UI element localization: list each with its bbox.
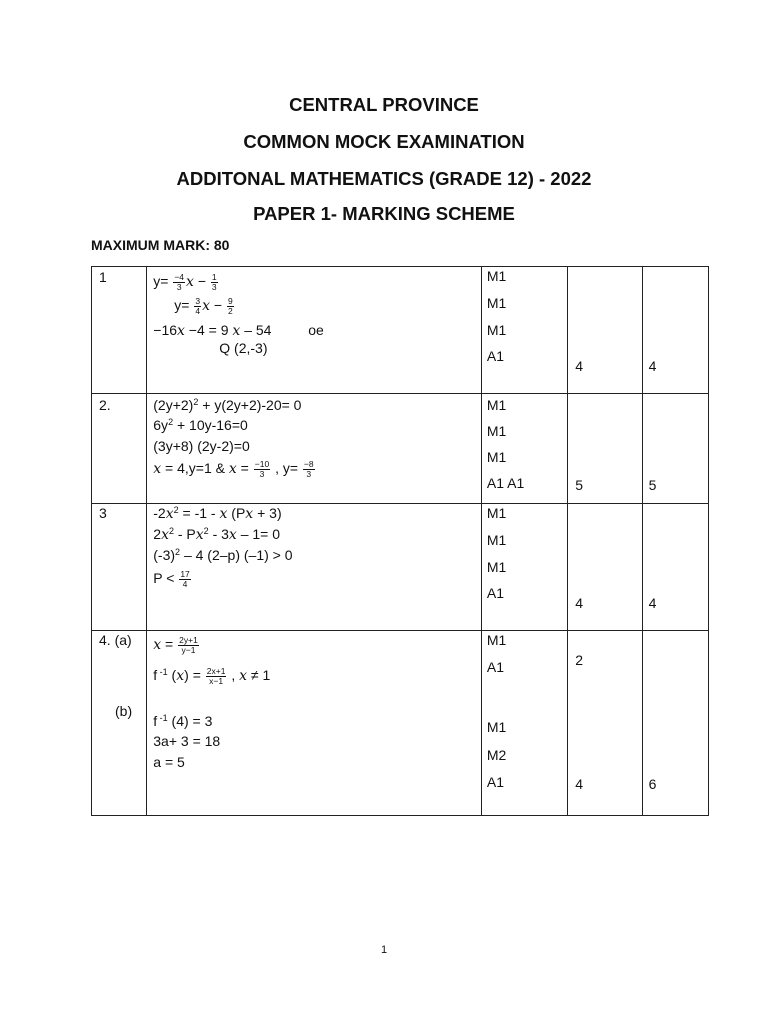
total: 5: [648, 477, 657, 493]
mark-code: M1: [486, 505, 507, 521]
working-cell: [147, 504, 482, 631]
mark-code: M1: [486, 719, 507, 735]
working-line: $6y^2 + 10y-16=0$: [153, 417, 248, 433]
mark-code: M1: [486, 449, 507, 465]
mark-code: A1: [486, 774, 505, 790]
marks-cell: [481, 394, 567, 504]
working-line: P < $\frac{17}{4}$: [153, 569, 190, 589]
working-line: f $^{-1}$ (𝑥) = $\frac{2x+1}{x-1}$ , 𝑥 ≠ 1: [153, 666, 271, 686]
total: 4: [648, 595, 657, 611]
header-exam: COMMON MOCK EXAMINATION: [243, 131, 525, 152]
table-row-q1: [92, 267, 709, 394]
working-answer: Q (2,-3): [219, 340, 268, 356]
fraction: $\frac{9}{2}$: [227, 296, 233, 316]
fraction: $\frac{17}{4}$: [180, 569, 190, 589]
question-number: 3: [99, 505, 107, 521]
marks-cell: [481, 631, 567, 816]
marks-cell: [481, 267, 567, 394]
subtotal-cell: [568, 631, 642, 816]
table-row-q2: [92, 394, 709, 504]
question-number: 1: [99, 269, 107, 285]
subtotal-cell: [568, 267, 642, 394]
working-line: (3y+8) (2y-2)=0: [153, 438, 250, 454]
question-number: 4. (a): [99, 632, 132, 648]
total-cell: [642, 267, 708, 394]
fraction: $\frac{3}{4}$: [195, 296, 201, 316]
question-number: 2.: [99, 397, 111, 413]
total: 6: [648, 776, 657, 792]
header-province: CENTRAL PROVINCE: [289, 94, 479, 115]
working-line: 2𝑥$^2$ - P𝑥$^2$ - 3𝑥 – 1= 0: [153, 526, 281, 543]
subtotal: 5: [575, 477, 584, 493]
question-number-cell: [92, 504, 147, 631]
working-line: f $^{-1}$ (4) = 3: [153, 713, 213, 729]
mark-code: M1: [486, 397, 507, 413]
question-number-cell: [92, 631, 147, 816]
working-line: −16𝑥 −4 = 9 𝑥 – 54: [153, 322, 272, 339]
working-line: $(-3)^2 - 4$ (2–p) (–1) > 0: [153, 547, 293, 563]
question-number-cell: [92, 394, 147, 504]
working-note: oe: [308, 322, 324, 338]
mark-code: A1 A1: [486, 475, 525, 491]
working-line: y= $\frac{-4}{3}$ 𝑥 − $\frac{1}{3}$: [153, 272, 217, 292]
mark-code: M1: [486, 532, 507, 548]
subtotal: 4: [575, 358, 584, 374]
total: 4: [648, 358, 657, 374]
working-cell: [147, 267, 482, 394]
subtotal-cell: [568, 394, 642, 504]
total-cell: [642, 394, 708, 504]
mark-code: M1: [486, 559, 507, 575]
working-line: 3a+ 3 = 18: [153, 733, 221, 749]
working-line: 𝑥 = 4,y=1 & 𝑥 = $\frac{-10}{3}$ , y= $\frac{-8}{3}$: [153, 459, 314, 479]
subtotal-part-a: 2: [575, 652, 584, 668]
mark-code: A1: [486, 585, 505, 601]
fraction: $\frac{-8}{3}$: [303, 459, 314, 479]
working-cell: [147, 631, 482, 816]
subtotal: 4: [575, 776, 584, 792]
mark-code: A1: [486, 659, 505, 675]
question-number-cell: [92, 267, 147, 394]
total-cell: [642, 504, 708, 631]
marks-cell: [481, 504, 567, 631]
total-cell: [642, 631, 708, 816]
subtotal: 4: [575, 595, 584, 611]
mark-code: M2: [486, 747, 507, 763]
working-line: -2𝑥$^2$ = -1 - 𝑥 (P𝑥 + 3): [153, 505, 282, 522]
working-line: 𝑥 = $\frac{2y+1}{y-1}$: [153, 635, 198, 655]
mark-code: A1: [486, 348, 505, 364]
working-line: y= $\frac{3}{4}$ 𝑥 − $\frac{9}{2}$: [174, 296, 233, 316]
working-line: a = 5: [153, 754, 185, 770]
mark-code: M1: [486, 322, 507, 338]
maximum-mark: MAXIMUM MARK: 80: [91, 237, 230, 253]
fraction: $\frac{2y+1}{y-1}$: [179, 635, 198, 655]
header-subject: ADDITONAL MATHEMATICS (GRADE 12) - 2022: [176, 168, 592, 189]
subtotal-cell: [568, 504, 642, 631]
header-paper: PAPER 1- MARKING SCHEME: [253, 203, 515, 224]
table-row-q3: [92, 504, 709, 631]
fraction: $\frac{2x+1}{x-1}$: [206, 666, 226, 686]
fraction: $\frac{-10}{3}$: [254, 459, 270, 479]
working-line: $(2y+2)^2 + y(2y+2)-20= 0$: [153, 397, 302, 413]
mark-code: M1: [486, 423, 507, 439]
mark-code: M1: [486, 632, 507, 648]
mark-code: M1: [486, 295, 507, 311]
marking-scheme-table: [91, 266, 709, 816]
question-part: (b): [115, 703, 133, 719]
fraction: $\frac{-4}{3}$: [174, 272, 185, 292]
table-row-q4: [92, 631, 709, 816]
working-cell: [147, 394, 482, 504]
mark-code: M1: [486, 268, 507, 284]
page-number: 1: [380, 944, 388, 956]
fraction: $\frac{1}{3}$: [211, 272, 217, 292]
